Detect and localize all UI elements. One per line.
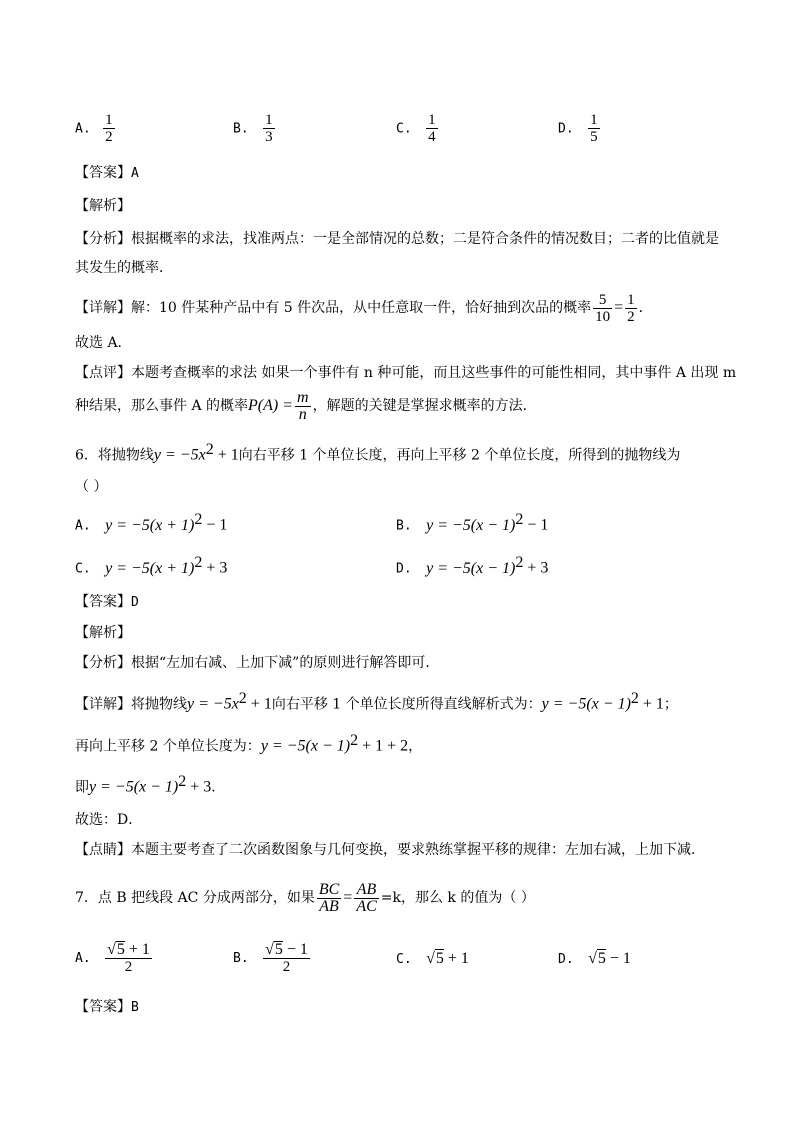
answer-value: A: [131, 166, 139, 181]
exponent: 2: [194, 511, 203, 528]
fraction-denominator: 3: [265, 129, 273, 145]
fraction-numerator: 1: [627, 291, 635, 308]
exponent: 2: [630, 690, 639, 707]
question-stem: =k，那么 k 的值为（ ）: [380, 890, 535, 906]
q6-xiangjie: [75, 689, 678, 715]
fraction-denominator: AB: [319, 897, 339, 915]
fraction-denominator: 4: [428, 129, 436, 145]
formula-tail: + 1: [246, 695, 272, 713]
fraction-numerator: BC: [318, 880, 340, 898]
formula-tail: + 3: [186, 778, 212, 796]
fenxi-tag: 【分析】: [75, 655, 131, 671]
step-text: 再向上平移 2 个单位长度为：: [75, 738, 261, 755]
q5-option-a: [75, 112, 117, 145]
answer-blank: （ ）: [75, 479, 108, 495]
q6-stem: [75, 440, 680, 466]
radicand: 5: [274, 941, 283, 958]
q5-option-c: [396, 112, 440, 145]
q6-step2: [75, 731, 422, 757]
q6-step3: [75, 772, 225, 798]
q6-choose: [75, 810, 142, 830]
q6-paren: [75, 477, 107, 497]
q5-option-b: [233, 112, 277, 145]
exponent: 2: [238, 690, 247, 707]
equals-sign: =: [614, 299, 624, 316]
step-formula: y = −5(x − 1): [260, 737, 351, 755]
question-stem: 向右平移 1 个单位长度，再向上平移 2 个单位长度，所得到的抛物线为: [238, 447, 681, 464]
option-label: C.: [396, 952, 412, 967]
question-stem: 7．点 B 把线段 AC 分成两部分，如果: [75, 890, 315, 906]
choose-text: 故选 A．: [75, 335, 132, 351]
answer-value: D: [131, 595, 139, 610]
q7-option-a: [75, 941, 154, 975]
q6-option-a: [75, 511, 227, 535]
fraction-numerator: 1: [105, 112, 113, 128]
dianping-tag: 【点评】: [75, 365, 131, 381]
option-tail: − 1: [605, 950, 631, 967]
option-label: A.: [75, 951, 91, 966]
xiangjie-text: 向右平移 1 个单位长度所得直线解析式为：: [271, 696, 542, 713]
fraction-denominator: 10: [595, 308, 611, 325]
answer-value: B: [131, 1000, 139, 1015]
sqrt-sign: √: [426, 950, 435, 967]
question-stem: 6．将抛物线: [75, 447, 154, 464]
option-tail: − 1: [523, 516, 549, 534]
q5-xiangjie: [75, 288, 653, 328]
fraction-numerator: 1: [428, 112, 436, 128]
option-tail: − 1: [202, 516, 228, 534]
exponent: 2: [515, 554, 524, 571]
q5-answer: [75, 163, 139, 184]
q5-analysis-tag: [75, 196, 131, 216]
dianjing-text: 本题主要考查了二次函数图象与几何变换，要求熟练掌握平移的规律：左加右减，上加下减．: [131, 842, 705, 858]
choose-text: 故选：D．: [75, 812, 143, 828]
option-tail: − 1: [282, 941, 308, 958]
option-label: B.: [233, 121, 249, 137]
fraction-numerator: 5: [593, 292, 612, 309]
q7-answer: [75, 997, 139, 1018]
fenxi-tag: 【分析】: [75, 231, 131, 247]
formula-tail: + 1: [638, 695, 664, 713]
radicand: 5: [597, 950, 606, 967]
q6-answer: [75, 592, 139, 613]
q6-option-c: [75, 554, 227, 578]
fraction-denominator: 2: [627, 308, 635, 325]
sqrt-sign: √: [107, 941, 116, 958]
dianping-text: 种结果，那么事件 A 的概率: [75, 398, 249, 414]
dianping-text: 本题考查概率的求法 如果一个事件有 n 种可能，而且这些事件的可能性相同，其中事件 A 出现 m: [131, 365, 737, 381]
fraction-numerator: 1: [590, 112, 598, 128]
xiangjie-tag: 【详解】: [75, 696, 131, 713]
q7-stem: [75, 876, 535, 920]
exponent: 2: [515, 511, 524, 528]
option-tail: + 3: [202, 559, 228, 577]
radicand: 5: [435, 950, 444, 967]
q6-option-b: [396, 511, 548, 535]
xiangjie-text: 将抛物线: [131, 696, 187, 713]
q7-option-c: [396, 949, 469, 968]
fraction-denominator: 2: [105, 129, 113, 145]
fraction-numerator: 1: [265, 112, 273, 128]
option-expression: y = −5(x + 1): [105, 516, 195, 534]
option-label: D.: [396, 561, 412, 577]
option-expression: y = −5(x − 1): [426, 516, 516, 534]
option-tail: + 1: [124, 941, 150, 958]
fraction-numerator: m: [297, 388, 309, 406]
answer-tag: 【答案】: [75, 594, 131, 610]
fraction-denominator: 2: [282, 959, 291, 975]
fraction-denominator: n: [298, 405, 307, 423]
q7-option-b: [233, 941, 312, 975]
step-formula: y = −5(x − 1): [89, 778, 179, 796]
option-label: D.: [558, 121, 574, 137]
option-expression: y = −5(x + 1): [105, 559, 195, 577]
q5-choose: [75, 333, 132, 353]
fenxi-text: 其发生的概率．: [75, 260, 173, 276]
answer-tag: 【答案】: [75, 999, 131, 1015]
step-text: 即: [75, 779, 89, 796]
q6-dianjing: [75, 840, 705, 860]
exponent: 2: [178, 773, 187, 790]
option-label: B.: [233, 951, 249, 966]
sqrt-sign: √: [265, 941, 274, 958]
option-label: D.: [558, 952, 574, 967]
translated-formula: y = −5(x − 1): [541, 695, 631, 713]
xiangjie-text: 解：10 件某种产品中有 5 件次品，从中任意取一件，恰好抽到次品的概率: [131, 300, 592, 316]
q6-analysis-tag: [75, 623, 131, 643]
punctuation: ．: [211, 779, 226, 796]
q5-dianping-line1: [75, 363, 736, 383]
fraction-numerator: AB: [354, 882, 378, 899]
fraction-denominator: 2: [124, 959, 133, 975]
exponent: 2: [194, 554, 203, 571]
fraction-denominator: 5: [590, 129, 598, 145]
option-tail: + 1: [443, 950, 469, 967]
radicand: 5: [116, 941, 125, 958]
q6-fenxi: [75, 653, 439, 673]
formula-tail: + 1 + 2: [358, 737, 409, 755]
q5-option-d: [558, 112, 602, 145]
option-label: C.: [396, 121, 412, 137]
q5-dianping-line2: [75, 384, 537, 428]
probability-expression: P(A) =: [248, 397, 294, 414]
q5-fenxi-line2: [75, 258, 173, 278]
sqrt-sign: √: [588, 950, 597, 967]
option-label: A.: [75, 518, 91, 534]
q6-option-d: [396, 554, 548, 578]
punctuation: ，: [408, 738, 423, 755]
exponent: 2: [205, 441, 214, 458]
analysis-tag: 【解析】: [75, 625, 131, 641]
formula-tail: + 1: [213, 446, 239, 464]
parabola-formula: y = −5x: [187, 695, 239, 713]
fenxi-text: 根据“左加右减、上加下减”的原则进行解答即可．: [131, 655, 440, 671]
option-tail: + 3: [523, 559, 549, 577]
xiangjie-tag: 【详解】: [75, 300, 131, 316]
option-label: C.: [75, 561, 91, 577]
equals-sign: =: [343, 889, 353, 906]
dianping-text: ，解题的关键是掌握求概率的方法．: [312, 398, 537, 414]
q7-option-d: [558, 949, 631, 968]
option-label: B.: [396, 518, 412, 534]
answer-tag: 【答案】: [75, 165, 131, 181]
period: ．: [638, 300, 653, 316]
parabola-formula: y = −5x: [153, 446, 206, 464]
dianjing-tag: 【点睛】: [75, 842, 131, 858]
fraction-denominator: AC: [356, 897, 377, 915]
option-label: A.: [75, 121, 91, 137]
q5-fenxi-line1: [75, 229, 719, 249]
punctuation: ；: [663, 696, 678, 713]
analysis-tag: 【解析】: [75, 198, 131, 214]
fenxi-text: 根据概率的求法，找准两点：一是全部情况的总数；二是符合条件的情况数目；二者的比值就是: [131, 231, 719, 247]
exponent: 2: [350, 732, 359, 749]
option-expression: y = −5(x − 1): [426, 559, 516, 577]
